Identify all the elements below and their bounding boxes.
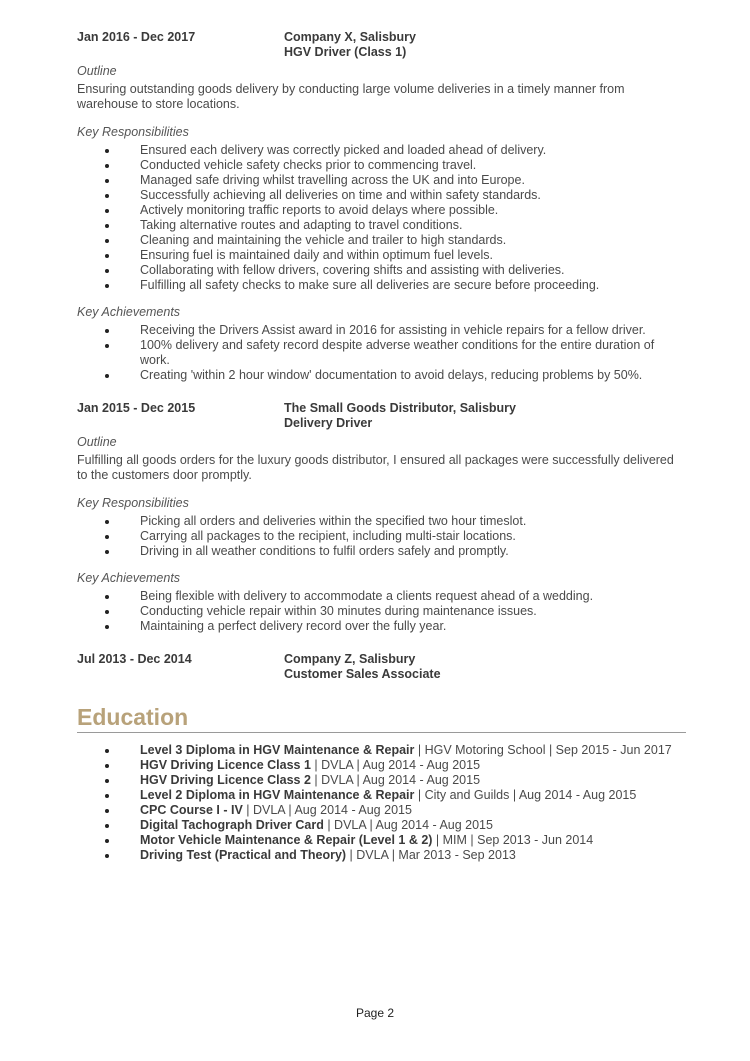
qualification-detail: | DVLA | Aug 2014 - Aug 2015 (323, 818, 493, 832)
list-item (77, 544, 687, 559)
bullet-icon (105, 194, 109, 198)
list-item-text: Ensuring fuel is maintained daily and within optimum fuel levels. (140, 248, 493, 262)
outline-label: Outline (77, 64, 117, 78)
bullet-icon (105, 809, 109, 813)
list-item (77, 143, 687, 158)
list-item (77, 604, 687, 619)
list-item-text: Picking all orders and deliveries within the specified two hour timeslot. (140, 514, 527, 528)
job-entry (77, 652, 687, 682)
list-item-text: Actively monitoring traffic reports to avoid delays where possible. (140, 203, 499, 217)
achievements-list (77, 323, 687, 383)
education-item (77, 818, 687, 833)
job-header (77, 401, 687, 431)
education-item (77, 833, 687, 848)
bullet-icon (105, 625, 109, 629)
responsibilities-list (77, 143, 687, 293)
list-item (77, 338, 687, 368)
outline-label: Outline (77, 435, 117, 449)
education-item (77, 788, 687, 803)
qualification-name: Digital Tachograph Driver Card (140, 818, 324, 832)
list-item (77, 188, 687, 203)
bullet-icon (105, 329, 109, 333)
education-item (77, 758, 687, 773)
bullet-icon (105, 239, 109, 243)
bullet-icon (105, 269, 109, 273)
qualification-name: HGV Driving Licence Class 2 (140, 773, 311, 787)
bullet-icon (105, 149, 109, 153)
bullet-icon (105, 520, 109, 524)
outline-text: Ensuring outstanding goods delivery by conducting large volume deliveries in a timely manner from warehouse to store locations. (77, 82, 625, 111)
qualification-detail: | DVLA | Aug 2014 - Aug 2015 (310, 758, 481, 772)
bullet-icon (105, 824, 109, 828)
list-item-text: Successfully achieving all deliveries on time and within safety standards. (140, 188, 541, 202)
list-item (77, 278, 687, 293)
qualification-name: Driving Test (Practical and Theory) (140, 848, 347, 862)
education-item (77, 803, 687, 818)
list-item (77, 619, 687, 634)
cv-page (77, 30, 687, 875)
list-item (77, 233, 687, 248)
bullet-icon (105, 209, 109, 213)
job-company: Company Z, Salisbury (284, 652, 416, 666)
education-item (77, 848, 687, 863)
achievements-list (77, 589, 687, 634)
qualification-name: CPC Course I - IV (140, 803, 243, 817)
qualification-detail: | HGV Motoring School | Sep 2015 - Jun 2017 (414, 743, 672, 757)
bullet-icon (105, 595, 109, 599)
education-item (77, 743, 687, 758)
qualification-name: Motor Vehicle Maintenance & Repair (Level 1 & 2) (140, 833, 433, 847)
bullet-icon (105, 610, 109, 614)
bullet-icon (105, 374, 109, 378)
education-heading: Education (77, 704, 189, 730)
job-role: HGV Driver (Class 1) (284, 45, 407, 59)
job-dates: Jul 2013 - Dec 2014 (77, 652, 192, 666)
bullet-icon (105, 224, 109, 228)
list-item-text: Ensured each delivery was correctly picked and loaded ahead of delivery. (140, 143, 547, 157)
list-item-text: Cleaning and maintaining the vehicle and trailer to high standards. (140, 233, 507, 247)
responsibilities-list (77, 514, 687, 559)
job-role: Delivery Driver (284, 416, 373, 430)
education-list (77, 743, 687, 863)
bullet-icon (105, 550, 109, 554)
list-item-text: 100% delivery and safety record despite adverse weather conditions for the entire duration of work. (140, 338, 655, 367)
list-item-text: Conducting vehicle repair within 30 minutes during maintenance issues. (140, 604, 537, 618)
list-item-text: Carrying all packages to the recipient, including multi-stair locations. (140, 529, 516, 543)
qualification-name: Level 2 Diploma in HGV Maintenance & Repair (140, 788, 415, 802)
list-item-text: Fulfilling all safety checks to make sure all deliveries are secure before proceeding. (140, 278, 600, 292)
bullet-icon (105, 344, 109, 348)
list-item (77, 203, 687, 218)
job-role: Customer Sales Associate (284, 667, 441, 681)
list-item (77, 263, 687, 278)
responsibilities-label: Key Responsibilities (77, 125, 189, 139)
page-number: Page 2 (355, 1006, 395, 1020)
job-dates: Jan 2016 - Dec 2017 (77, 30, 196, 44)
section-divider (77, 732, 686, 733)
list-item-text: Being flexible with delivery to accommodate a clients request ahead of a wedding. (140, 589, 594, 603)
outline-text: Fulfilling all goods orders for the luxury goods distributor, I ensured all packages were successfully delivered to the customers door promptly. (77, 453, 674, 482)
qualification-detail: | MIM | Sep 2013 - Jun 2014 (432, 833, 594, 847)
list-item-text: Collaborating with fellow drivers, covering shifts and assisting with deliveries. (140, 263, 565, 277)
bullet-icon (105, 839, 109, 843)
job-entry (77, 30, 687, 383)
bullet-icon (105, 779, 109, 783)
list-item (77, 368, 687, 383)
list-item (77, 248, 687, 263)
responsibilities-label: Key Responsibilities (77, 496, 189, 510)
bullet-icon (105, 854, 109, 858)
bullet-icon (105, 794, 109, 798)
qualification-detail: | DVLA | Aug 2014 - Aug 2015 (242, 803, 412, 817)
list-item (77, 323, 687, 338)
list-item-text: Conducted vehicle safety checks prior to commencing travel. (140, 158, 477, 172)
list-item-text: Taking alternative routes and adapting to travel conditions. (140, 218, 463, 232)
list-item (77, 218, 687, 233)
list-item-text: Driving in all weather conditions to fulfil orders safely and promptly. (140, 544, 509, 558)
qualification-name: HGV Driving Licence Class 1 (140, 758, 311, 772)
bullet-icon (105, 254, 109, 258)
bullet-icon (105, 749, 109, 753)
list-item-text: Receiving the Drivers Assist award in 2016 for assisting in vehicle repairs for a fellow driver. (140, 323, 646, 337)
bullet-icon (105, 164, 109, 168)
bullet-icon (105, 535, 109, 539)
list-item (77, 529, 687, 544)
education-item (77, 773, 687, 788)
list-item (77, 173, 687, 188)
list-item-text: Creating 'within 2 hour window' documentation to avoid delays, reducing problems by 50%. (140, 368, 643, 382)
bullet-icon (105, 179, 109, 183)
job-header (77, 30, 687, 60)
job-dates: Jan 2015 - Dec 2015 (77, 401, 196, 415)
job-entry (77, 401, 687, 634)
bullet-icon (105, 764, 109, 768)
achievements-label: Key Achievements (77, 571, 181, 585)
achievements-label: Key Achievements (77, 305, 181, 319)
qualification-detail: | City and Guilds | Aug 2014 - Aug 2015 (414, 788, 637, 802)
list-item-text: Managed safe driving whilst travelling across the UK and into Europe. (140, 173, 525, 187)
qualification-detail: | DVLA | Aug 2014 - Aug 2015 (310, 773, 481, 787)
job-header (77, 652, 687, 682)
qualification-detail: | DVLA | Mar 2013 - Sep 2013 (346, 848, 516, 862)
bullet-icon (105, 284, 109, 288)
job-company: Company X, Salisbury (284, 30, 416, 44)
list-item-text: Maintaining a perfect delivery record over the fully year. (140, 619, 447, 633)
list-item (77, 589, 687, 604)
list-item (77, 514, 687, 529)
job-company: The Small Goods Distributor, Salisbury (284, 401, 516, 415)
qualification-name: Level 3 Diploma in HGV Maintenance & Repair (140, 743, 415, 757)
list-item (77, 158, 687, 173)
